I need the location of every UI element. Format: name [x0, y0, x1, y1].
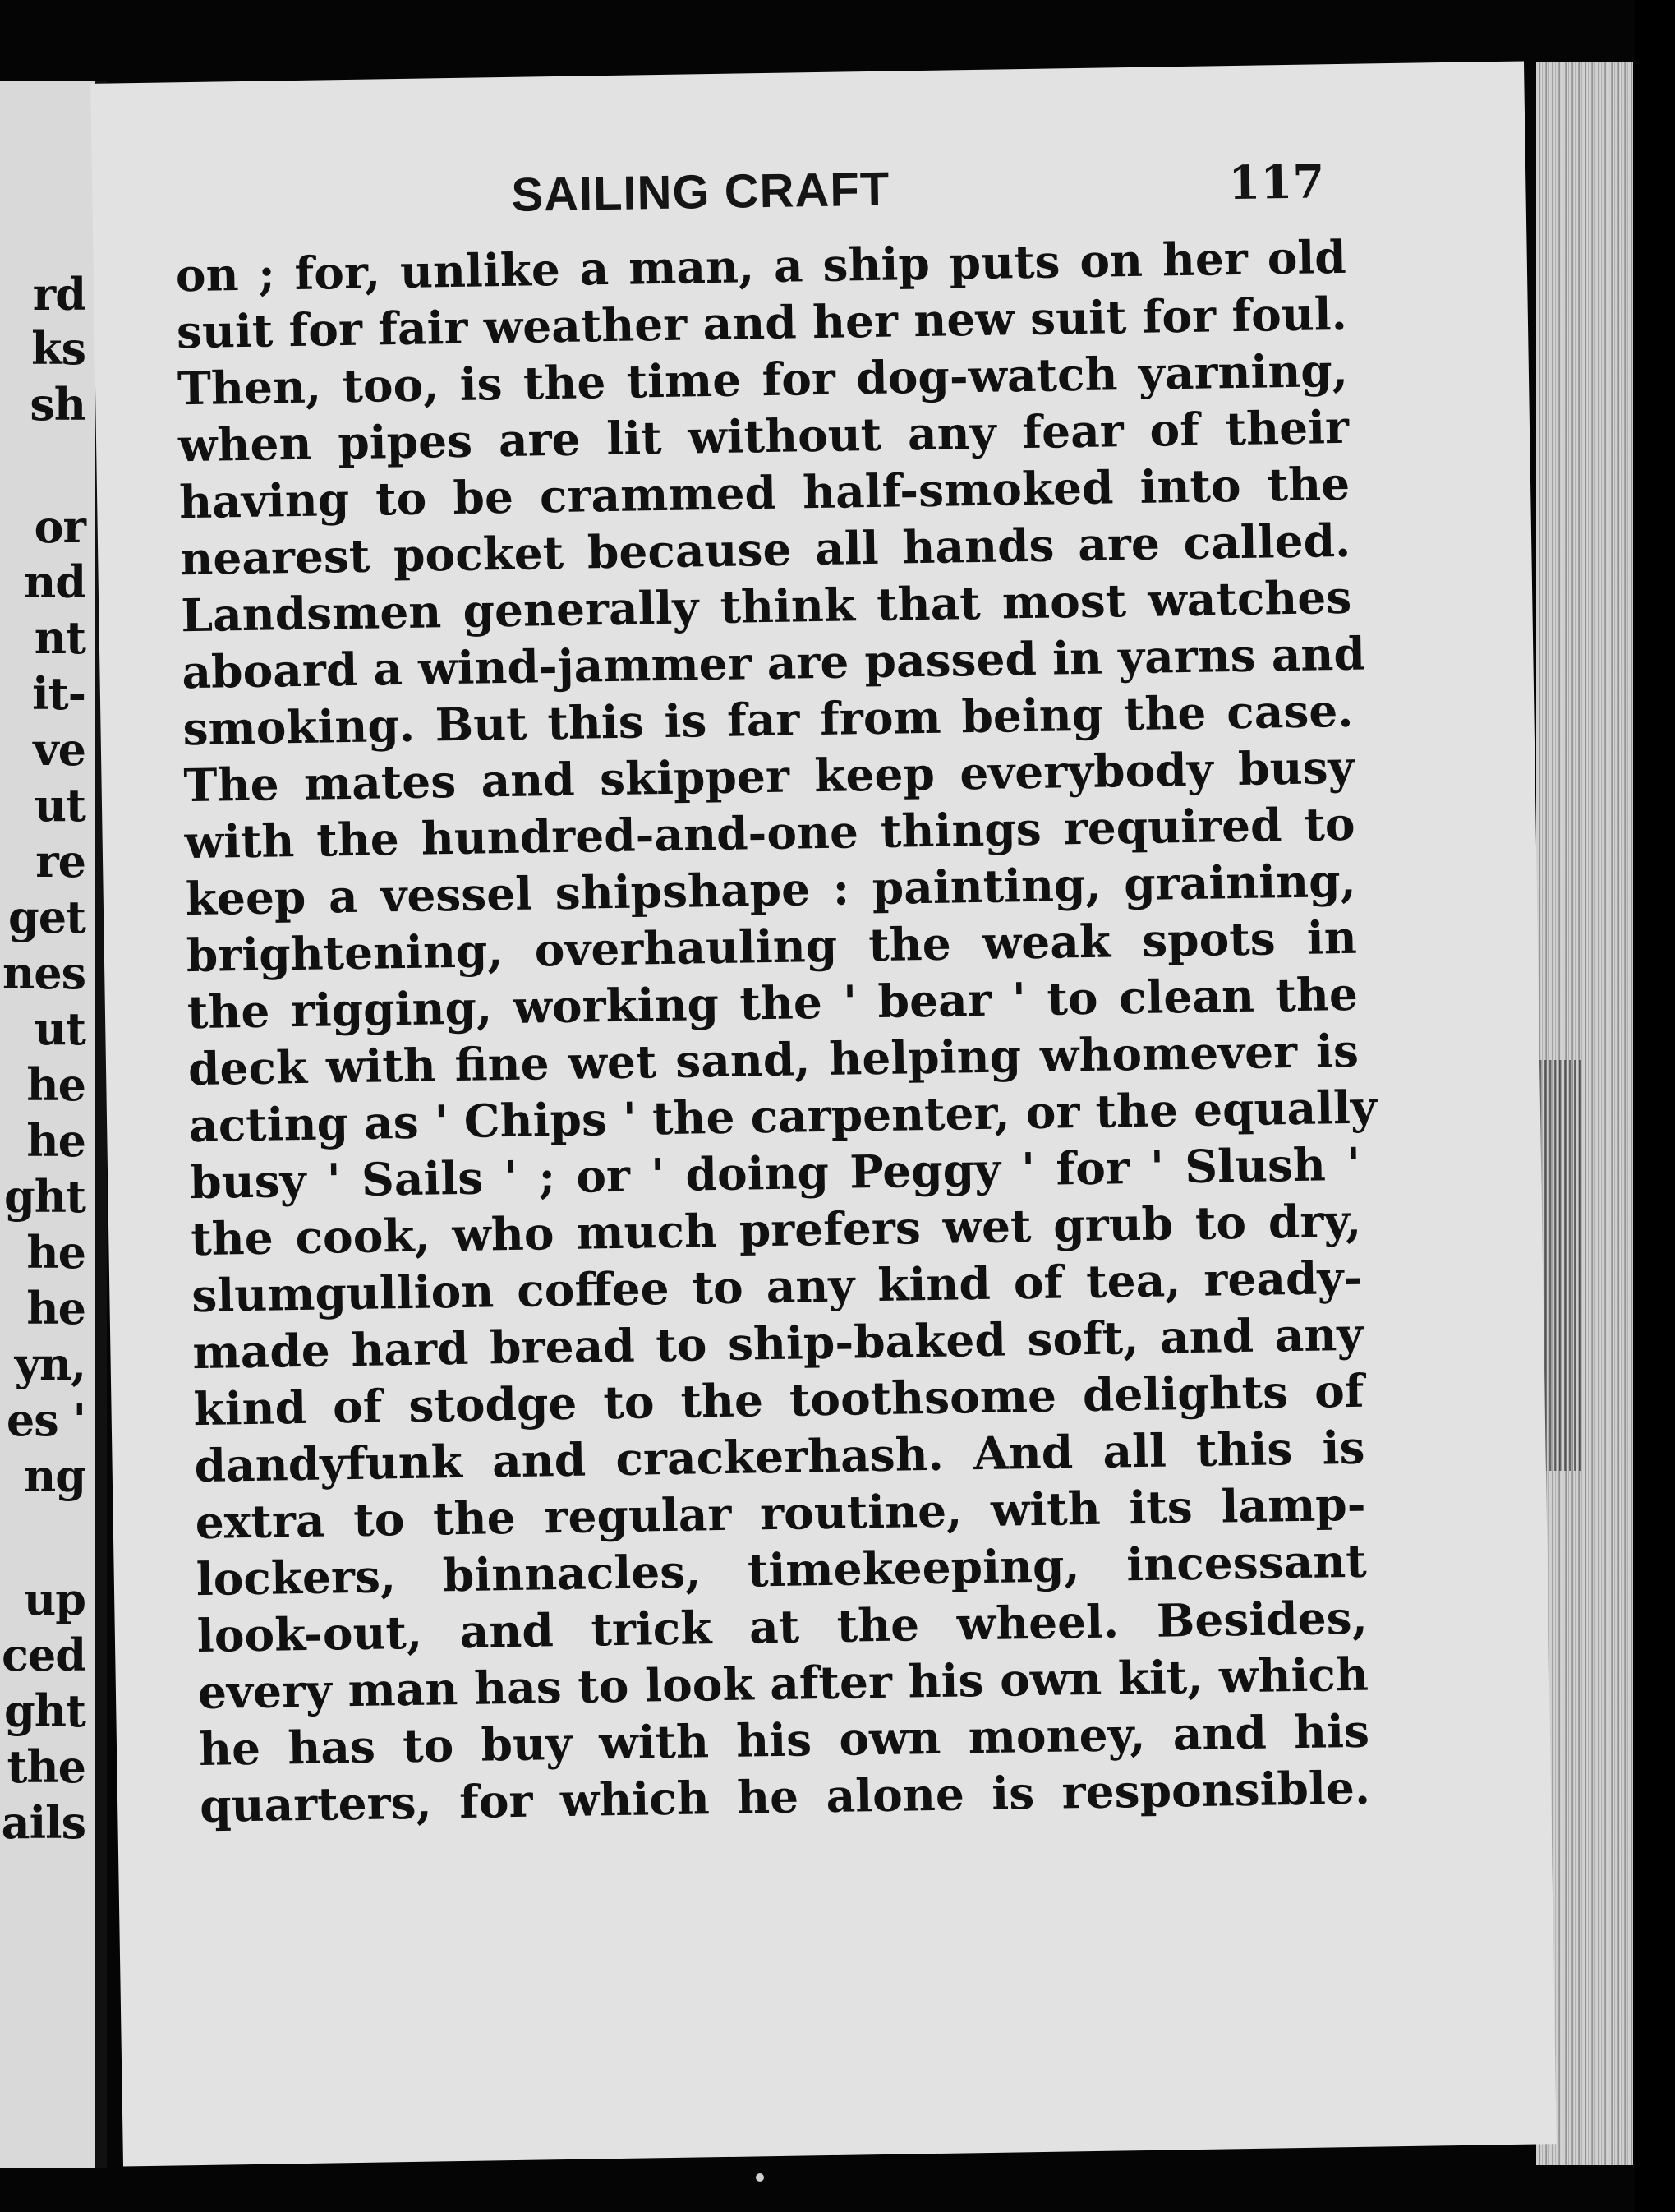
text-line: quarters, for which he alone is responsible. — [199, 1760, 1371, 1833]
text-line: brightening, overhauling the weak spots in — [186, 910, 1358, 983]
page-body — [175, 228, 1378, 1834]
fragment-line: ng — [23, 1449, 85, 1502]
running-head: SAILING CRAFT — [510, 162, 890, 222]
fragment-line: he — [26, 1226, 85, 1279]
text-line: on ; for, unlike a man, a ship puts on her old — [175, 229, 1347, 302]
book-page — [90, 61, 1557, 2166]
fragment-line: ut — [34, 1002, 85, 1055]
fragment-line: ks — [31, 322, 85, 375]
text-line: The mates and skipper keep everybody busy — [183, 740, 1355, 813]
text-line: keep a vessel shipshape : painting, graining, — [185, 853, 1357, 926]
fragment-line: ght — [4, 1170, 85, 1223]
text-line: kind of stodge to the toothsome delights of — [193, 1363, 1364, 1436]
fragment-line: he — [26, 1058, 85, 1111]
text-line: look-out, and trick at the wheel. Besides, — [196, 1590, 1369, 1663]
fragment-line: he — [26, 1114, 85, 1167]
scan-speck — [756, 2173, 764, 2182]
fragment-line: es ' — [6, 1394, 85, 1446]
fragment-line: he — [26, 1282, 85, 1334]
fragment-line: ght — [4, 1684, 85, 1737]
fragment-line: rd — [32, 268, 85, 320]
fragment-line: ced — [2, 1629, 85, 1681]
text-line: made hard bread to ship-baked soft, and any — [191, 1306, 1364, 1380]
text-line: smoking. But this is far from being the case. — [182, 683, 1354, 756]
fragment-line: nt — [34, 611, 85, 664]
text-line: the rigging, working the ' bear ' to clean the — [186, 966, 1359, 1039]
fragment-line: nd — [23, 555, 85, 608]
fragment-line: the — [7, 1740, 85, 1793]
fragment-line: or — [34, 500, 85, 553]
fragment-line: yn, — [14, 1338, 85, 1390]
text-line: suit for fair weather and her new suit for foul. — [176, 286, 1348, 359]
text-line: the cook, who much prefers wet grub to dry, — [190, 1193, 1362, 1266]
text-line: every man has to look after his own kit, which — [197, 1647, 1369, 1720]
fragment-line: ut — [34, 779, 85, 832]
fragment-line: it- — [32, 667, 85, 720]
fragment-line: nes — [2, 947, 85, 999]
text-line: he has to buy with his own money, and his — [198, 1703, 1370, 1777]
text-line: with the hundred-and-one things required to — [184, 796, 1356, 869]
text-line: aboard a wind-jammer are passed in yarns and — [181, 626, 1366, 699]
fragment-line: re — [35, 835, 85, 887]
text-line: busy ' Sails ' ; or ' doing Peggy ' for ' Slush ' — [189, 1136, 1361, 1210]
text-line: acting as ' Chips ' the carpenter, or the equally — [188, 1080, 1378, 1153]
fragment-line: up — [23, 1573, 85, 1625]
fragment-line: ve — [33, 723, 85, 776]
text-line: lockers, binnacles, timekeeping, incessant — [196, 1533, 1368, 1606]
text-line: having to be crammed half-smoked into the — [178, 456, 1351, 529]
text-line: nearest pocket because all hands are called. — [179, 513, 1351, 586]
page-header — [174, 154, 1341, 238]
text-line: slumgullion coffee to any kind of tea, ready- — [191, 1250, 1363, 1323]
fragment-line: sh — [30, 378, 85, 431]
text-line: dandyfunk and crackerhash. And all this is — [194, 1420, 1365, 1493]
page-number: 117 — [1227, 154, 1325, 211]
previous-page-text-fragments — [0, 81, 95, 2168]
previous-page-edge — [0, 81, 95, 2168]
scan-border — [1635, 0, 1675, 2212]
fragment-line: get — [7, 891, 85, 943]
text-line: when pipes are lit without any fear of their — [177, 399, 1350, 472]
text-line: extra to the regular routine, with its lamp- — [195, 1477, 1367, 1550]
fragment-line: ails — [1, 1796, 85, 1849]
text-line: Landsmen generally think that most watches — [180, 569, 1352, 643]
text-line: Then, too, is the time for dog-watch yarning, — [177, 343, 1349, 416]
text-line: deck with fine wet sand, helping whomever is — [187, 1023, 1360, 1096]
